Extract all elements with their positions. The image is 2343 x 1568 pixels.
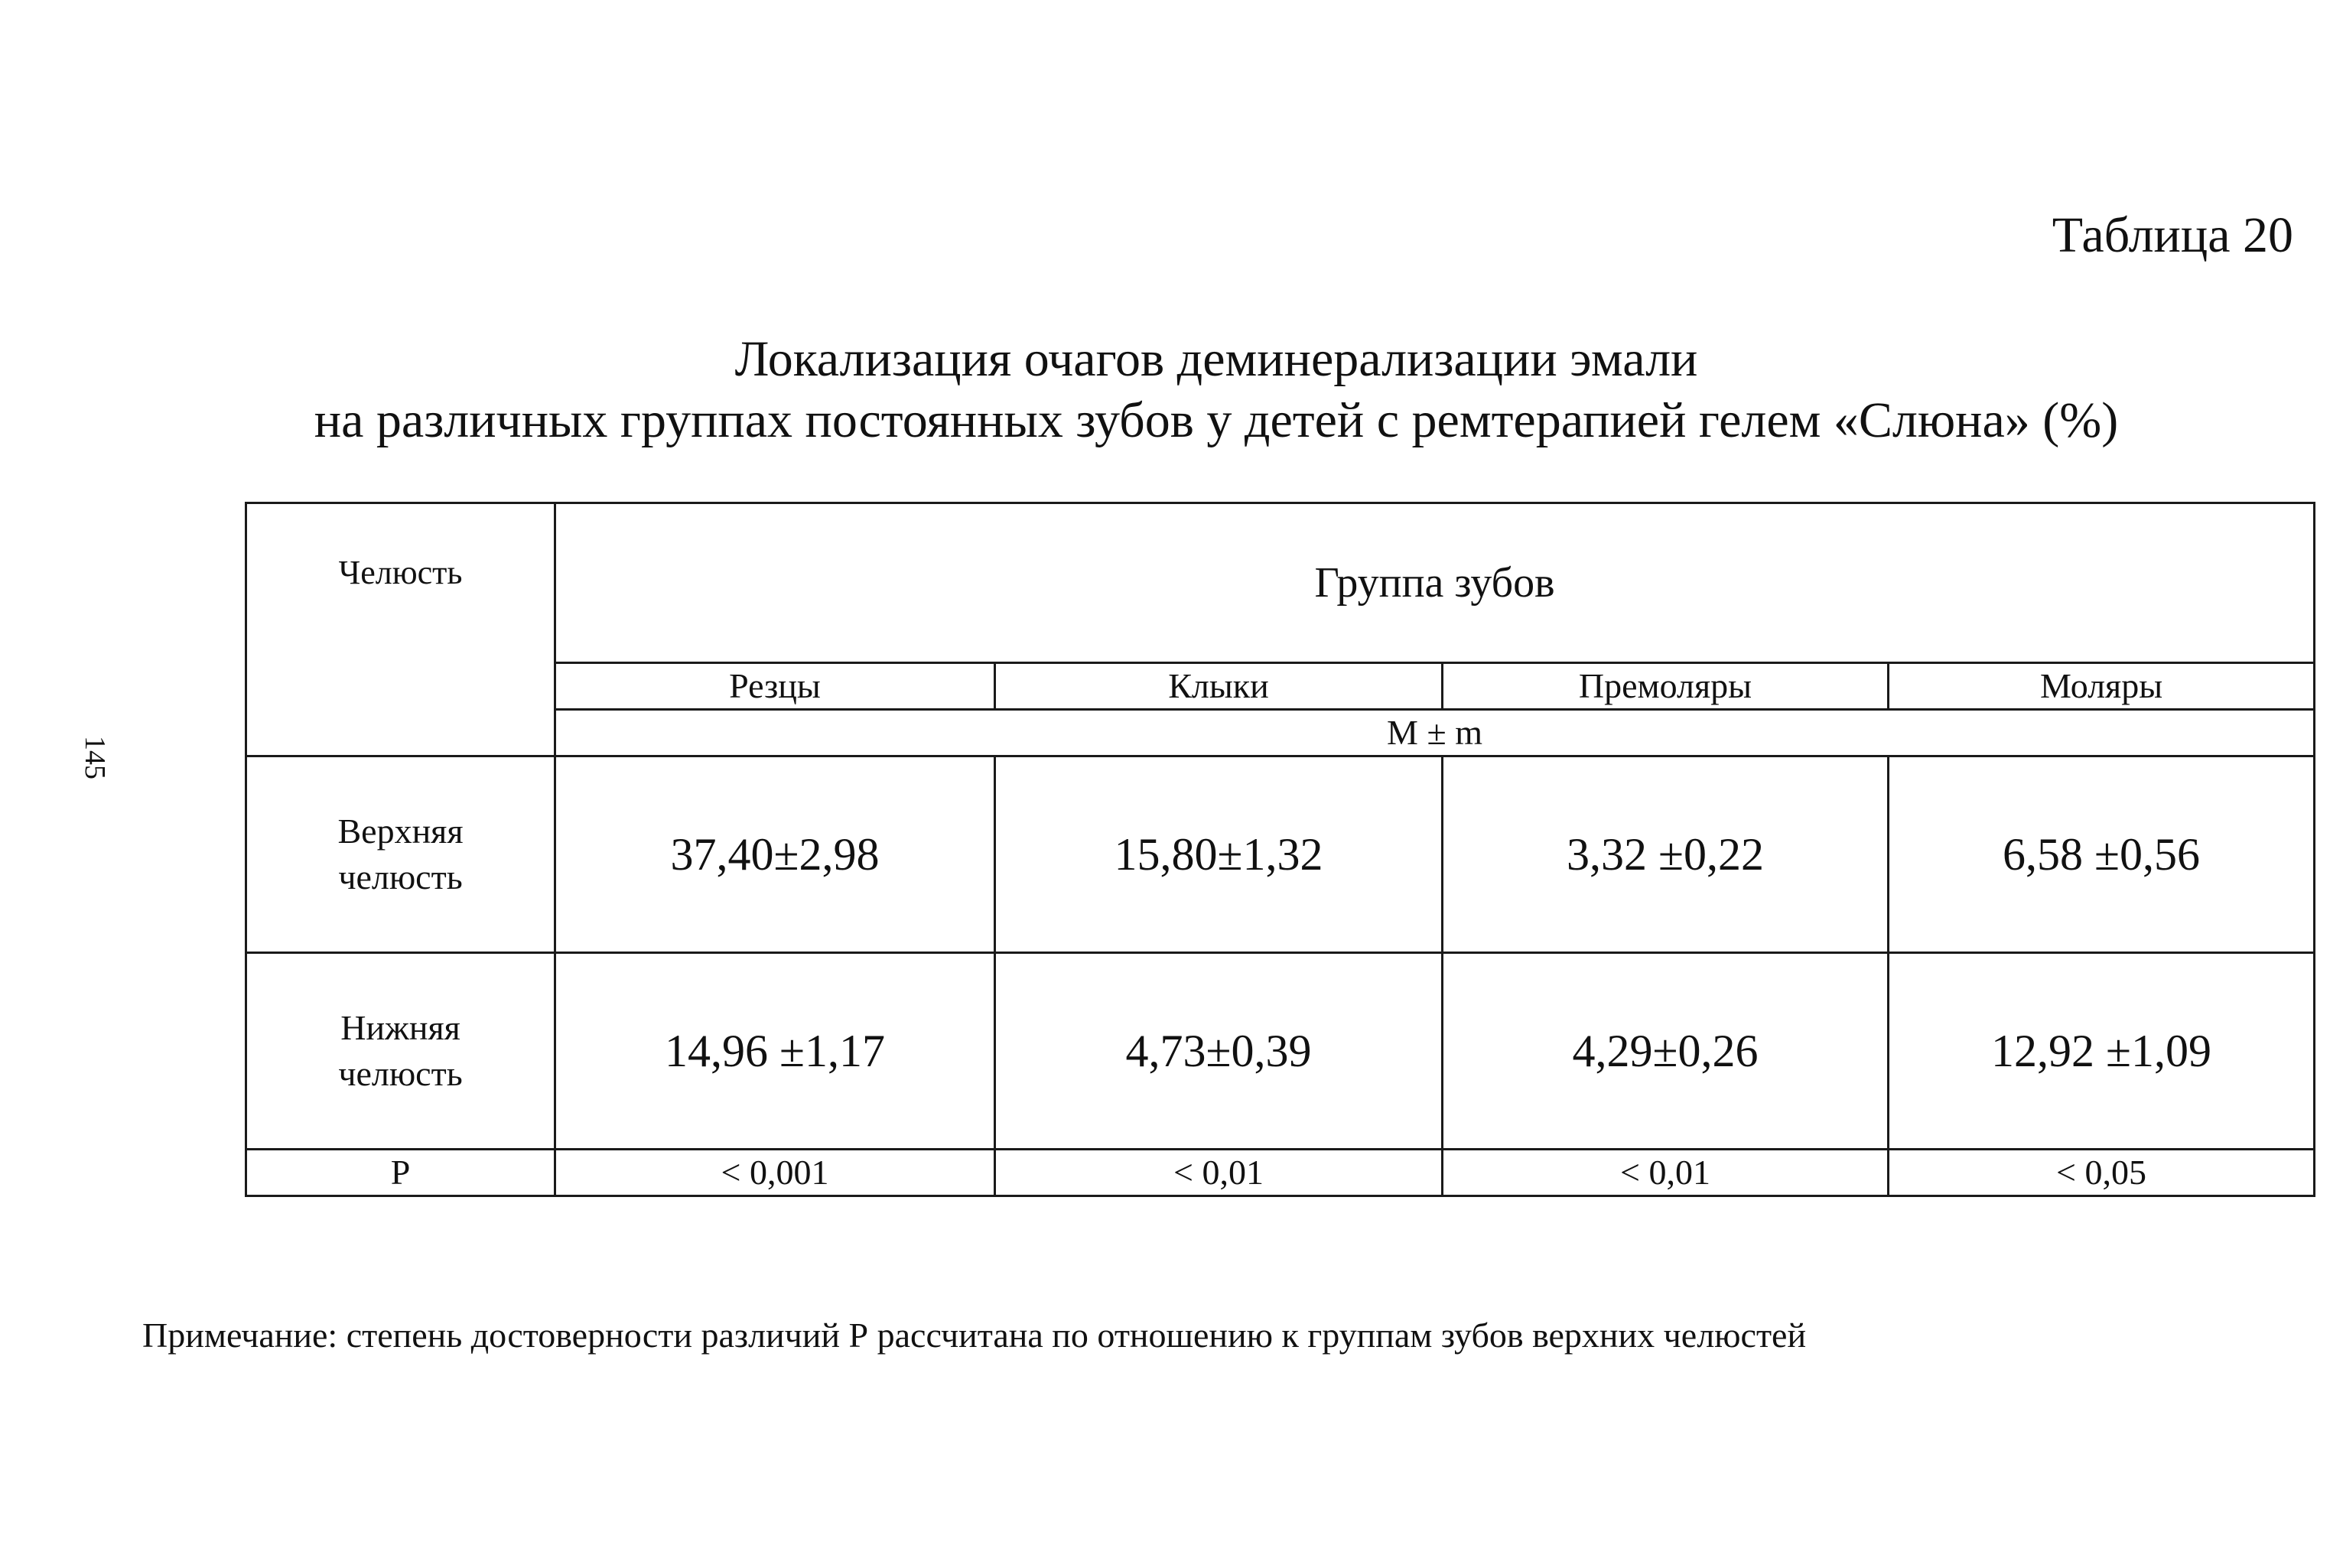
p-value-cell: < 0,001 <box>555 1150 995 1196</box>
page-number: 145 <box>79 736 111 779</box>
value-cell: 4,29±0,26 <box>1443 953 1889 1150</box>
row-label-line-1: Верхняя <box>337 812 464 851</box>
table-title-line-1: Локализация очагов деминерализации эмали <box>734 331 1698 387</box>
column-header-premolars: Премоляры <box>1443 663 1889 710</box>
stat-label: М ± m <box>555 710 2315 756</box>
value-cell: 15,80±1,32 <box>995 756 1443 953</box>
p-value-cell: < 0,01 <box>1443 1150 1889 1196</box>
table-title <box>122 329 2310 451</box>
jaw-header-cell <box>246 503 555 756</box>
stat-row <box>246 710 2315 756</box>
row-label-upper-jaw <box>246 756 555 953</box>
table-label: Таблица 20 <box>2052 207 2293 263</box>
value-cell: 14,96 ±1,17 <box>555 953 995 1150</box>
row-label-line-1: Нижняя <box>340 1008 460 1047</box>
p-value-row <box>246 1150 2315 1196</box>
value-cell: 4,73±0,39 <box>995 953 1443 1150</box>
row-label-lower-jaw <box>246 953 555 1150</box>
column-header-molars: Моляры <box>1889 663 2315 710</box>
table-row <box>246 953 2315 1150</box>
group-header: Группа зубов <box>555 503 2315 663</box>
jaw-header: Челюсть <box>338 554 463 591</box>
value-cell: 6,58 ±0,56 <box>1889 756 2315 953</box>
data-table <box>245 502 2315 1197</box>
column-header-canines: Клыки <box>995 663 1443 710</box>
value-cell: 37,40±2,98 <box>555 756 995 953</box>
table-title-line-2: на различных группах постоянных зубов у детей с ремтерапией гелем «Слюна» (%) <box>314 392 2119 448</box>
row-label-line-2: челюсть <box>338 857 463 896</box>
row-label-line-2: челюсть <box>338 1054 463 1093</box>
value-cell: 12,92 ±1,09 <box>1889 953 2315 1150</box>
p-value-cell: < 0,05 <box>1889 1150 2315 1196</box>
column-header-incisors: Резцы <box>555 663 995 710</box>
table-row <box>246 756 2315 953</box>
header-row <box>246 503 2315 663</box>
value-cell: 3,32 ±0,22 <box>1443 756 1889 953</box>
footnote: Примечание: степень достоверности различий Р рассчитана по отношению к группам зубов верхних челюстей <box>142 1316 1807 1355</box>
p-label: Р <box>246 1150 555 1196</box>
subheader-row <box>246 663 2315 710</box>
p-value-cell: < 0,01 <box>995 1150 1443 1196</box>
